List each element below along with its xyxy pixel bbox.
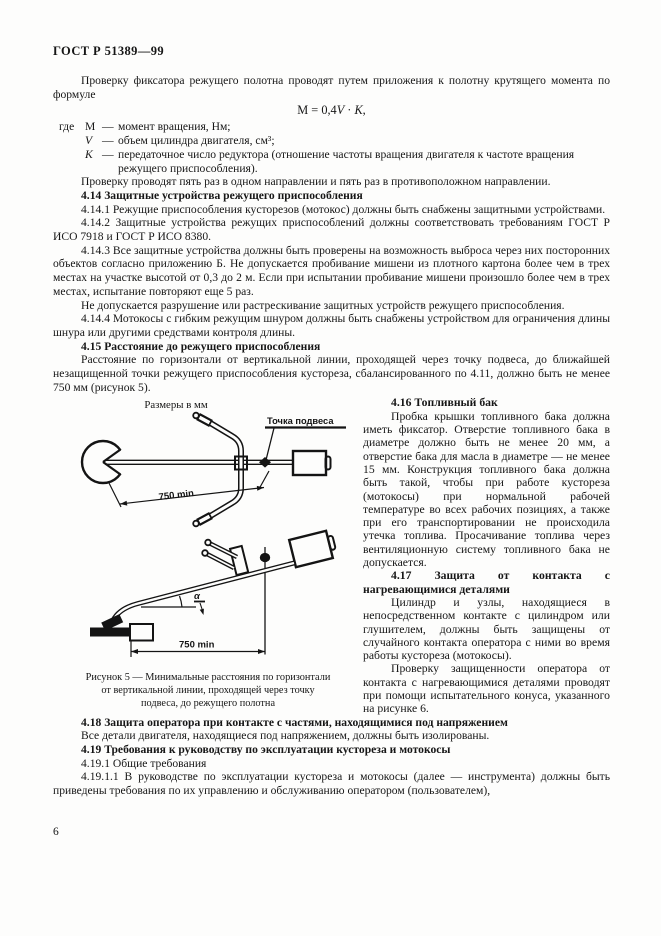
suspension-point-marker bbox=[259, 457, 271, 468]
definition-text: передаточное число редуктора (отношение частоты вращения двигателя к частоте вращения режущего приспособления). bbox=[118, 147, 575, 175]
page-number: 6 bbox=[53, 826, 59, 838]
formula-suffix: , bbox=[362, 103, 366, 118]
paragraph-4-18: Все детали двигателя, находящиеся под напряжением, должны быть изолированы. bbox=[81, 729, 490, 743]
figure-caption-line: подвеса, до режущего полотна bbox=[140, 697, 276, 709]
paragraph-4-17-b: Проверку защищенности оператора от контакта с нагревающимися деталями проводят при помощи испытательного конуса, указанного на рисунке 6. bbox=[363, 662, 610, 716]
formula-torque bbox=[53, 102, 610, 118]
definition-dash: — bbox=[102, 120, 114, 134]
heading-4-17: 4.17 Защита от контакта с нагревающимися деталями bbox=[363, 569, 610, 596]
dimension-label-bottom: 750 min bbox=[179, 639, 215, 651]
heading-4-18: 4.18 Защита оператора при контакте с частями, находящимися под напряжением bbox=[81, 715, 508, 729]
paragraph-4-16: Пробка крышки топливного бака должна иметь фиксатор. Отверстие топливного бака в диаметре должно быть не менее 20 мм, а отверстие бака для масла в диаметре — не менее 15 мм. Конструкция топливного бака должна быть такой, чтобы при работе кустореза (мотокосы) при нормальной рабочей температуре во всех рабочих позициях, а также при его транспортировании не происходила утечка топлива. Просачивание топлива через вентиляционную систему топливного бака не допускается. bbox=[363, 409, 610, 570]
definition-row bbox=[59, 134, 610, 148]
figure-column bbox=[53, 396, 363, 715]
definition-dash: — bbox=[102, 134, 114, 148]
formula-prefix: М = 0,4 bbox=[297, 103, 337, 118]
paragraph-4-14-2: 4.14.2 Защитные устройства режущих приспособлений должны соответствовать требованиям ГОСТ Р ИСО 7918 и ГОСТ Р ИСО 8380. bbox=[53, 216, 610, 244]
blade-notch bbox=[103, 446, 127, 478]
figure-5-drawing bbox=[53, 411, 363, 664]
formula-dot: · bbox=[344, 103, 355, 118]
handle-bracket bbox=[230, 546, 248, 575]
where-label: где bbox=[59, 120, 75, 134]
page-content bbox=[53, 44, 610, 798]
definition-symbol: К bbox=[85, 147, 93, 161]
paragraph-check-fixator: Проверку фиксатора режущего полотна проводят путем приложения к полотну крутящего момента по формуле bbox=[53, 74, 610, 101]
figure-caption bbox=[53, 672, 363, 710]
engine-top-view bbox=[293, 451, 326, 475]
angle-label: α bbox=[194, 591, 200, 603]
heading-4-14: 4.14 Защитные устройства режущего приспособления bbox=[81, 188, 363, 202]
paragraph-4-14-3: 4.14.3 Все защитные устройства должны быть проверены на возможность выброса через них посторонних объектов согласно приложению Б. Не допускается пробивание мишени из плотного картона более чем в трех местах на участке высотой от 0,3 до 2 м. Если при испытании пробивание мишени произошло более чем в трех местах, испытание повторяют еще 5 раз. bbox=[53, 243, 610, 298]
formula-definitions bbox=[53, 120, 610, 175]
two-column-section bbox=[53, 396, 610, 715]
definition-text: объем цилиндра двигателя, см³; bbox=[118, 134, 275, 148]
angle-arc bbox=[180, 596, 183, 607]
blade-edge-view bbox=[90, 628, 131, 637]
blade-guard bbox=[130, 624, 153, 641]
paragraph-4-14-1: 4.14.1 Режущие приспособления кусторезов (мотокос) должны быть снабжены защитными устройствами. bbox=[81, 202, 606, 216]
heading-4-19: 4.19 Требования к руководству по эксплуатации кустореза и мотокосы bbox=[81, 743, 451, 756]
definition-text: момент вращения, Нм; bbox=[118, 120, 231, 134]
figure-units-note: Размеры в мм bbox=[144, 399, 208, 412]
paragraph-4-19-1-1: 4.19.1.1 В руководстве по эксплуатации кустореза и мотокосы (далее — инструмента) должны быть приведены требования по их управлению и обслуживанию оператором (пользователем), bbox=[53, 770, 610, 798]
paragraph-4-15: Расстояние по горизонтали от вертикальной линии, проходящей через точку подвеса, до ближайшей незащищенной точки режущего приспособления кустореза, сбалансированного по 4.11, должно быть не менее 750 мм (рисунок 5). bbox=[53, 353, 610, 394]
definition-dash: — bbox=[102, 147, 114, 161]
figure-caption-line: от вертикальной линии, проходящей через точку bbox=[101, 685, 315, 697]
engine-tilted-view bbox=[289, 530, 337, 568]
paragraph-no-destruction: Не допускается разрушение или растрескивание защитных устройств режущего приспособления. bbox=[81, 298, 565, 312]
suspension-point-label: Точка подвеса bbox=[267, 416, 334, 427]
dimension-label-top: 750 min bbox=[158, 488, 195, 504]
formula-var-k: К bbox=[354, 103, 363, 118]
heading-4-16: 4.16 Топливный бак bbox=[391, 396, 498, 410]
suspension-point-marker-tilted bbox=[260, 553, 270, 562]
paragraph-4-17-a: Цилиндр и узлы, находящиеся в непосредственном контакте с цилиндром или глушителем, должны быть защищены от случайного контакта оператора с ними во время работы кустореза (мотокосы). bbox=[363, 595, 610, 663]
definition-symbol: М bbox=[85, 120, 96, 134]
label-leader-line bbox=[266, 428, 274, 460]
paragraph-4-19-1: 4.19.1 Общие требования bbox=[81, 756, 207, 770]
formula-var-v: V bbox=[336, 103, 345, 118]
heading-4-15: 4.15 Расстояние до режущего приспособления bbox=[81, 339, 321, 353]
text-column bbox=[363, 396, 610, 715]
definition-symbol: V bbox=[85, 134, 93, 148]
definition-row bbox=[59, 120, 610, 134]
paragraph-check-five-times: Проверку проводят пять раз в одном направлении и пять раз в противоположном направлении. bbox=[81, 175, 551, 189]
figure-caption-line: Рисунок 5 — Минимальные расстояния по горизонтали bbox=[85, 672, 331, 684]
doc-header: ГОСТ Р 51389—99 bbox=[53, 44, 165, 58]
paragraph-4-14-4: 4.14.4 Мотокосы с гибким режущим шнуром должны быть снабжены устройством для ограничения длины шнура или другими средствами контроля длины. bbox=[53, 312, 610, 339]
definition-row bbox=[59, 148, 610, 175]
